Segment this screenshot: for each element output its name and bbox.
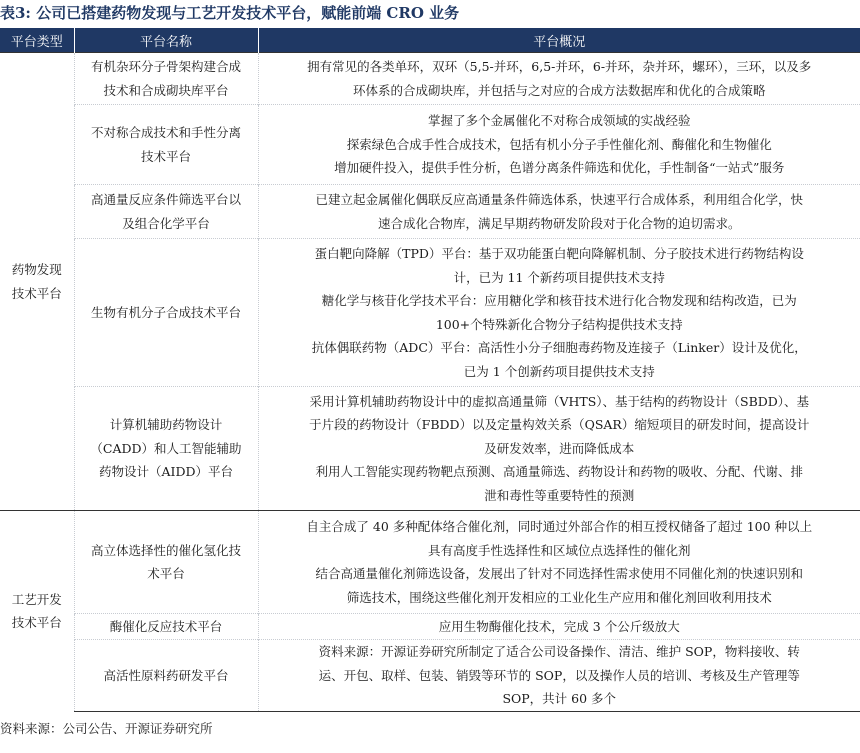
platform-overview-cell	[258, 387, 860, 511]
table-body	[0, 53, 860, 712]
platform-overview-line: 及研发效率，进而降低成本	[484, 440, 635, 456]
header-platform-name: 平台名称	[74, 28, 258, 53]
platform-name-cell	[74, 640, 258, 712]
table-header-row	[0, 28, 860, 53]
platform-name-line: 计算机辅助药物设计	[109, 417, 223, 433]
table-row	[0, 511, 860, 614]
table-row	[0, 53, 860, 105]
table-row	[0, 387, 860, 511]
platform-name-line: 药物设计（AIDD）平台	[98, 464, 233, 480]
platform-table	[0, 28, 860, 712]
platform-name-line: 及组合化学平台	[122, 215, 210, 231]
platform-overview-line: 掌握了多个金属催化不对称合成领域的实战经验	[427, 113, 691, 129]
platform-overview-cell	[258, 185, 860, 239]
platform-overview-line: 环体系的合成砌块库，并包括与之对应的合成方法数据库和优化的合成策略	[352, 82, 766, 98]
platform-name-cell	[74, 239, 258, 387]
platform-overview-line: 拥有常见的各类单环，双环（5,5-并环，6,5-并环，6-并环，杂并环，螺环），三环，以及多	[307, 59, 812, 74]
platform-overview-cell	[258, 640, 860, 712]
platform-name-cell	[74, 511, 258, 614]
platform-overview-line: 抗体偶联药物（ADC）平台：高活性小分子细胞毒药物及连接子（Linker）设计及优化，	[311, 340, 807, 355]
platform-name-cell	[74, 53, 258, 105]
platform-overview-line: 利用人工智能实现药物靶点预测、高通量筛选、药物设计和药物的吸收、分配、代谢、排	[315, 464, 803, 480]
platform-overview-line: 计，已为 11 个新药项目提供技术支持	[453, 269, 665, 285]
platform-name-line: 有机杂环分子骨架构建合成	[90, 59, 241, 74]
platform-overview-line: 应用生物酶催化技术，完成 3 个公斤级放大	[438, 618, 680, 634]
table-row	[0, 640, 860, 712]
platform-overview-line: 增加硬件投入，提供手性分析，色谱分离条件筛选和优化，手性制备“一站式”服务	[334, 160, 785, 176]
platform-overview-line: 于片段的药物设计（FBDD）以及定量构效关系（QSAR）缩短项目的研发时间，提高设计	[309, 417, 810, 433]
platform-name-line: 技术和合成砌块库平台	[103, 82, 229, 98]
table-row	[0, 239, 860, 387]
platform-type-line: 技术平台	[11, 615, 62, 631]
header-platform-overview: 平台概况	[258, 28, 860, 53]
platform-name-line: 高活性原料药研发平台	[103, 667, 229, 683]
platform-overview-cell	[258, 614, 860, 640]
platform-overview-cell	[258, 53, 860, 105]
platform-type-line: 工艺开发	[11, 591, 62, 607]
platform-name-line: 生物有机分子合成技术平台	[90, 304, 241, 320]
platform-overview-line: 100+个特殊新化合物分子结构提供技术支持	[435, 316, 683, 332]
platform-overview-line: 采用计算机辅助药物设计中的虚拟高通量筛（VHTS）、基于结构的药物设计（SBDD）、基	[309, 393, 810, 409]
platform-name-line: 技术平台	[140, 148, 191, 164]
platform-overview-line: 筛选技术，围绕这些催化剂开发相应的工业化生产应用和催化剂回收利用技术	[346, 589, 772, 605]
platform-overview-line: 速合成化合物库，满足早期药物研发阶段对于化合物的迫切需求。	[377, 215, 741, 231]
platform-overview-cell	[258, 105, 860, 185]
platform-overview-cell	[258, 239, 860, 387]
platform-name-line: 不对称合成技术和手性分离	[90, 125, 241, 140]
platform-name-line: （CADD）和人工智能辅助	[90, 440, 242, 456]
platform-name-line: 高立体选择性的催化氢化技	[90, 542, 241, 558]
platform-overview-line: 糖化学与核苷化学技术平台：应用糖化学和核苷技术进行化合物发现和结构改造，已为	[321, 293, 797, 308]
platform-name-cell	[74, 185, 258, 239]
platform-name-cell	[74, 105, 258, 185]
platform-overview-line: 蛋白靶向降解（TPD）平台：基于双功能蛋白靶向降解机制、分子胶技术进行药物结构设	[314, 246, 804, 261]
platform-overview-line: SOP，共计 60 多个	[502, 691, 617, 707]
table-row	[0, 105, 860, 185]
platform-type-process-development	[0, 511, 74, 712]
platform-type-drug-discovery	[0, 53, 74, 511]
platform-overview-line: 泄和毒性等重要特性的预测	[484, 487, 635, 503]
platform-overview-line: 资料来源：开源证券研究所制定了适合公司设备操作、清洁、维护 SOP，物料接收、转	[318, 644, 800, 660]
platform-overview-cell	[258, 511, 860, 614]
platform-overview-line: 探索绿色合成手性合成技术，包括有机小分子手性催化剂、酶催化和生物催化	[346, 136, 772, 152]
source-note: 资料来源：公司公告、开源证券研究所	[0, 721, 213, 736]
platform-overview-line: 结合高通量催化剂筛选设备，发展出了针对不同选择性需求使用不同催化剂的快速识别和	[315, 566, 803, 581]
platform-overview-line: 已为 1 个创新药项目提供技术支持	[463, 363, 655, 379]
platform-name-line: 术平台	[147, 566, 185, 581]
table-row	[0, 185, 860, 239]
table-title: 表3: 公司已搭建药物发现与工艺开发技术平台，赋能前端 CRO 业务	[0, 4, 460, 22]
table-row	[0, 614, 860, 640]
platform-overview-line: 已建立起金属催化偶联反应高通量条件筛选体系，快速平行合成体系，利用组合化学，快	[315, 192, 803, 207]
platform-name-cell	[74, 387, 258, 511]
header-platform-type: 平台类型	[0, 28, 74, 53]
platform-overview-line: 运、开包、取样、包装、销毁等环节的 SOP，以及操作人员的培训、考核及生产管理等	[318, 667, 800, 683]
platform-overview-line: 自主合成了 40 多种配体络合催化剂，同时通过外部合作的相互授权储备了超过 100 种以上	[306, 519, 813, 534]
platform-name-cell	[74, 614, 258, 640]
platform-type-line: 药物发现	[11, 262, 62, 277]
platform-overview-line: 具有高度手性选择性和区域位点选择性的催化剂	[427, 542, 691, 558]
platform-name-line: 高通量反应条件筛选平台以	[90, 192, 241, 207]
platform-type-line: 技术平台	[11, 285, 62, 301]
platform-name-line: 酶催化反应技术平台	[109, 618, 223, 634]
